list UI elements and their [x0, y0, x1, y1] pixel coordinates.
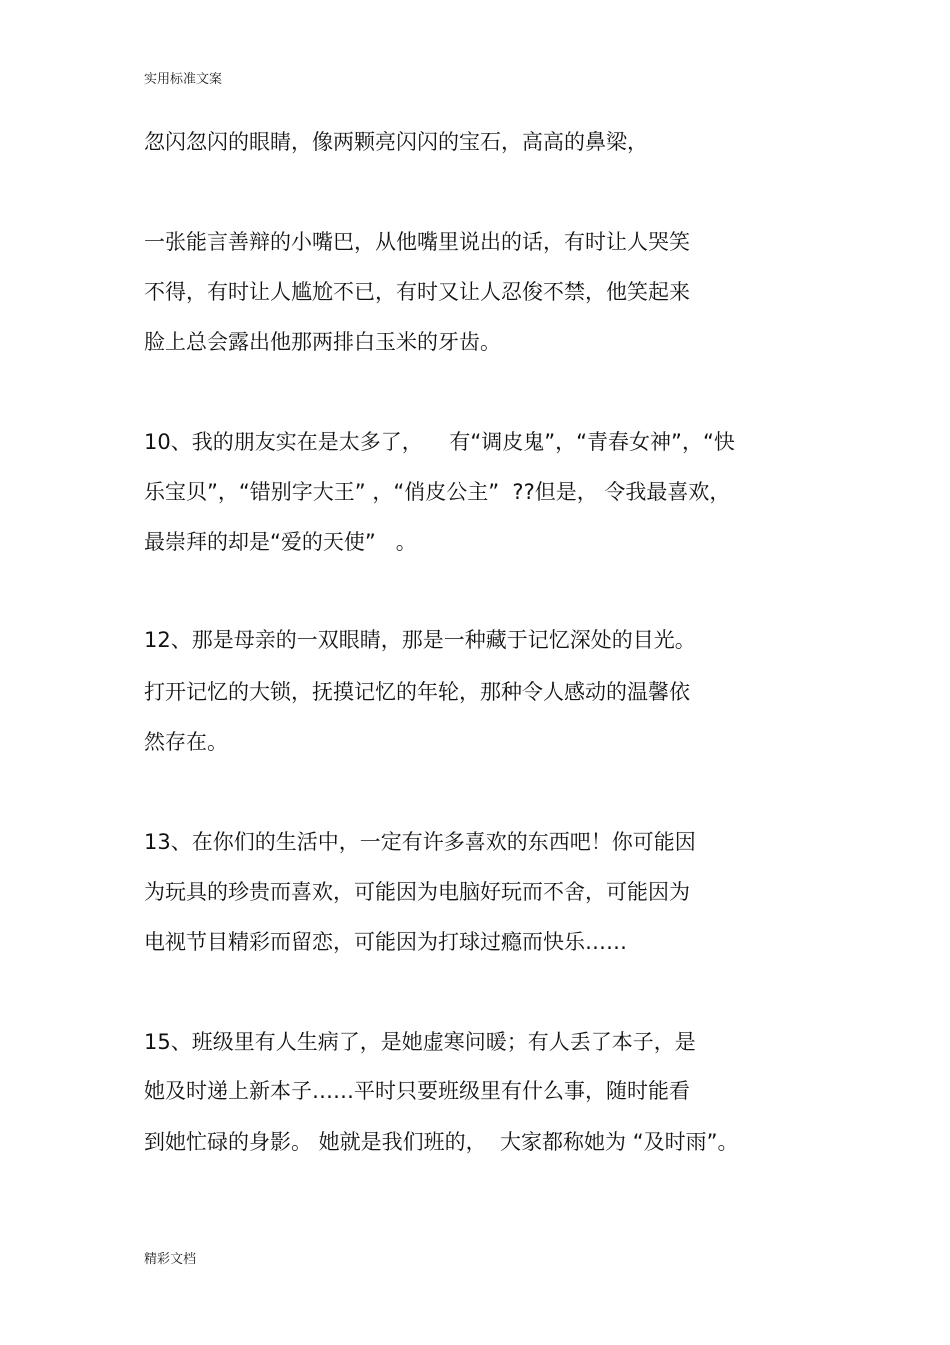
- paragraph-4-line-3: 然存在。: [144, 730, 228, 754]
- page-footer: 精彩文档: [144, 1252, 197, 1267]
- paragraph-3-line-3: 最崇拜的却是“爱的天使” 。: [144, 530, 417, 554]
- paragraph-6-line-1: 15、班级里有人生病了，是她虚寒问暖；有人丢了本子，是: [144, 1030, 696, 1054]
- paragraph-3-line-2: 乐宝贝”，“错别字大王” ，“俏皮公主” ??但是， 令我最喜欢，: [144, 480, 731, 504]
- paragraph-6-line-2: 她及时递上新本子……平时只要班级里有什么事，随时能看: [144, 1079, 690, 1103]
- paragraph-4-line-2: 打开记忆的大锁，抚摸记忆的年轮，那种令人感动的温馨依: [144, 680, 690, 704]
- page-header: 实用标准文案: [144, 72, 223, 87]
- paragraph-1-line-1: 忽闪忽闪的眼睛，像两颗亮闪闪的宝石，高高的鼻梁，: [144, 130, 648, 154]
- paragraph-2-line-1: 一张能言善辩的小嘴巴，从他嘴里说出的话，有时让人哭笑: [144, 230, 690, 254]
- paragraph-2-line-2: 不得，有时让人尴尬不已，有时又让人忍俊不禁，他笑起来: [144, 280, 690, 304]
- paragraph-5-line-2: 为玩具的珍贵而喜欢，可能因为电脑好玩而不舍，可能因为: [144, 880, 690, 904]
- paragraph-5-line-3: 电视节目精彩而留恋，可能因为打球过瘾而快乐……: [144, 930, 627, 954]
- paragraph-3-line-1: 10、我的朋友实在是太多了， 有“调皮鬼”，“青春女神”，“快: [144, 430, 735, 454]
- paragraph-5-line-1: 13、在你们的生活中，一定有许多喜欢的东西吧！你可能因: [144, 830, 696, 854]
- paragraph-2-line-3: 脸上总会露出他那两排白玉米的牙齿。: [144, 330, 501, 354]
- paragraph-6-line-3: 到她忙碌的身影。 她就是我们班的， 大家都称她为 “及时雨”。: [144, 1130, 739, 1154]
- paragraph-4-line-1: 12、那是母亲的一双眼睛，那是一种藏于记忆深处的目光。: [144, 628, 696, 652]
